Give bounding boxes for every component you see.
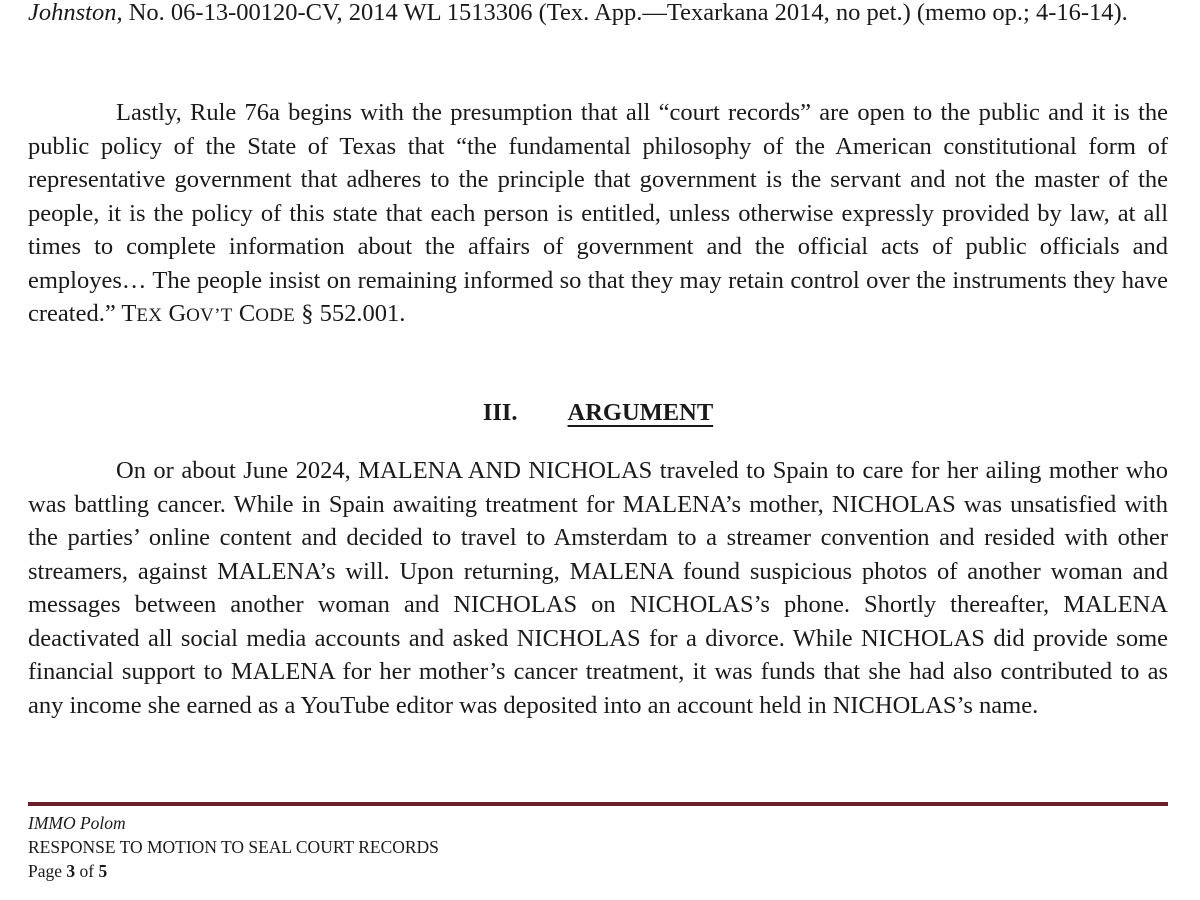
statute-t: T: [121, 300, 137, 327]
section-title: ARGUMENT: [567, 399, 714, 426]
statute-g: G: [162, 300, 187, 327]
argument-paragraph: On or about June 2024, MALENA AND NICHOLAS traveled to Spain to care for her ailing mother who was battling cancer. While in Spain awaiting treatment for MALENA’s mother, NICHOLAS was unsatisfied with the parties’ online content and decided to travel to Amsterdam to a streamer convention and resided with other streamers, against MALENA’s will. Upon returning, MALENA found suspicious photos of another woman and messages between another woman and NICHOLAS on NICHOLAS’s phone. Shortly thereafter, MALENA deactivated all social media accounts and asked NICHOLAS for a divorce. While NICHOLAS did provide some financial support to MALENA for her mother’s cancer treatment, it was funds that she had also contributed to as any income she earned as a YouTube editor was deposited into an account held in NICHOLAS’s name.: [28, 457, 1168, 719]
page-label: Page: [28, 861, 67, 881]
policy-paragraph: [28, 96, 1168, 333]
section-number: III.: [482, 399, 518, 426]
footer-page-number: [28, 859, 439, 883]
citation-continuation: [28, 0, 1168, 30]
statute-c: C: [232, 300, 256, 327]
page-footer: [28, 811, 439, 883]
footer-firm-name: IMMO Polom: [28, 813, 126, 833]
statute-ex: EX: [136, 305, 163, 326]
footer-rule: [28, 802, 1168, 806]
footer-document-title: RESPONSE TO MOTION TO SEAL COURT RECORDS: [28, 837, 439, 857]
policy-paragraph-text: Lastly, Rule 76a begins with the presumption that all “court records” are open to the public and it is the public policy of the State of Texas that “the fundamental philosophy of the American constitutional form of representative government that adheres to the principle that government is the servant and not the master of the people, it is the policy of this state that each person is entitled, unless otherwise expressly provided by law, at all times to complete information about the affairs of government and the official acts of public officials and employes… The people insist on remaining informed so that they may retain control over the instruments they have created.”: [28, 99, 1168, 327]
statute-ovt: OV’T: [186, 305, 233, 326]
statute-ode: ODE: [255, 305, 296, 326]
page-total: 5: [98, 861, 108, 881]
page-current: 3: [66, 861, 76, 881]
case-name: Johnston: [28, 0, 117, 26]
section-heading: [28, 396, 1168, 430]
citation-details: , No. 06-13-00120-CV, 2014 WL 1513306 (Tex. App.—Texarkana 2014, no pet.) (memo op.; 4-16-14).: [116, 0, 1128, 26]
statute-section: § 552.001.: [295, 300, 406, 327]
page-of-label: of: [75, 861, 99, 881]
